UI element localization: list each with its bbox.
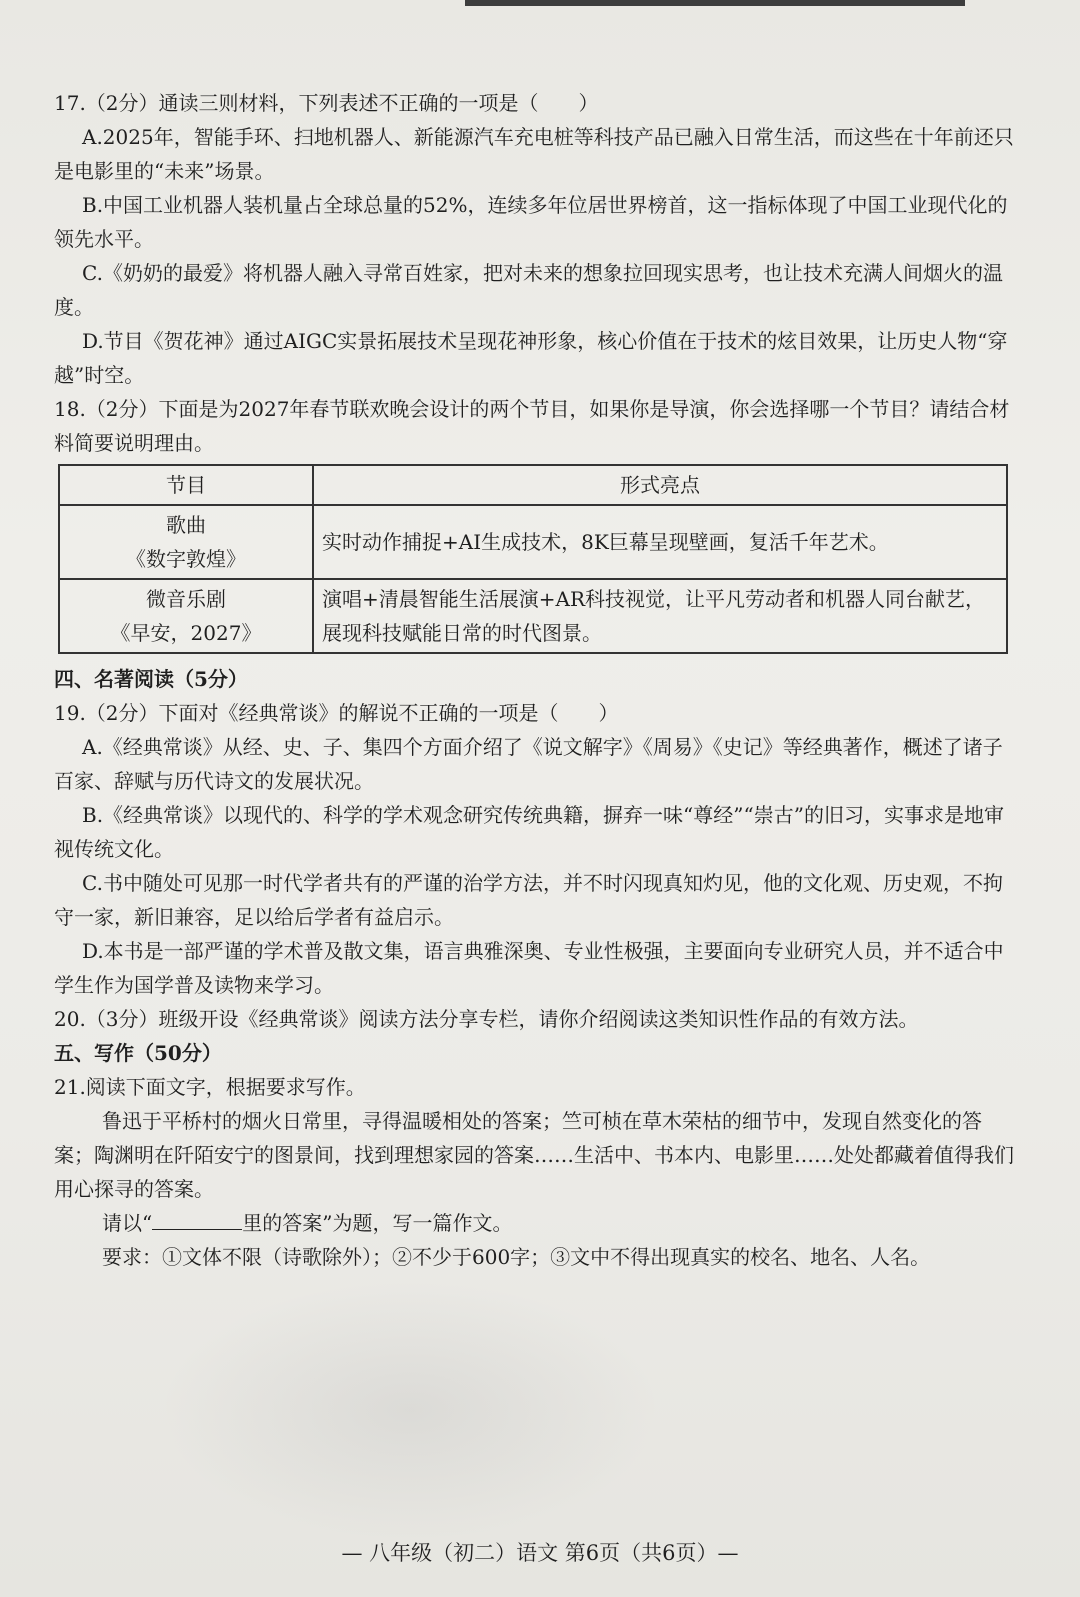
- q19-option-a: A.《经典常谈》从经、史、子、集四个方面介绍了《说文解字》《周易》《史记》等经典著作，概述了诸子百家、辞赋与历代诗文的发展状况。: [54, 735, 1003, 793]
- q21-stem: 21.阅读下面文字，根据要求写作。: [54, 1075, 366, 1099]
- section-5-title: 五、写作（50分）: [54, 1041, 222, 1065]
- photo-edge-strip: [465, 0, 965, 6]
- program-name-cell: [59, 579, 313, 653]
- program-description: 实时动作捕捉+AI生成技术，8K巨幕呈现壁画，复活千年艺术。: [313, 505, 1007, 579]
- q19-stem: 19.（2分）下面对《经典常谈》的解说不正确的一项是（ ）: [54, 701, 619, 725]
- program-title: 《早安，2027》: [110, 621, 262, 645]
- program-title: 《数字敦煌》: [126, 547, 246, 571]
- q17-option-a: A.2025年，智能手环、扫地机器人、新能源汽车充电桩等科技产品已融入日常生活，而这些在十年前还只是电影里的“未来”场景。: [54, 125, 1014, 183]
- q21-passage: 鲁迅于平桥村的烟火日常里，寻得温暖相处的答案；竺可桢在草木荣枯的细节中，发现自然变化的答案；陶渊明在阡陌安宁的图景间，找到理想家园的答案……生活中、书本内、电影里……处处都藏着值得我们用心探寻的答案。: [54, 1109, 1014, 1201]
- program-description: 演唱+清晨智能生活展演+AR科技视觉，让平凡劳动者和机器人同台献艺，展现科技赋能日常的时代图景。: [313, 579, 1007, 653]
- table-header-program: 节目: [59, 465, 313, 505]
- exam-page-content: [54, 86, 1014, 1274]
- q19-option-c: C.书中随处可见那一时代学者共有的严谨的治学方法，并不时闪现真知灼见，他的文化观、历史观，不拘守一家，新旧兼容，足以给后学者有益启示。: [54, 871, 1003, 929]
- program-table: [58, 464, 1008, 654]
- program-type: 歌曲: [166, 513, 206, 537]
- q21-prompt-end: 里的答案”为题，写一篇作文。: [242, 1211, 513, 1235]
- program-name-cell: [59, 505, 313, 579]
- q17-option-d: D.节目《贺花神》通过AIGC实景拓展技术呈现花神形象，核心价值在于技术的炫目效果，让历史人物“穿越”时空。: [54, 329, 1008, 387]
- section-4-title: 四、名著阅读（5分）: [54, 667, 248, 691]
- q20-stem: 20.（3分）班级开设《经典常谈》阅读方法分享专栏，请你介绍阅读这类知识性作品的有效方法。: [54, 1007, 919, 1031]
- q21-requirements: 要求：①文体不限（诗歌除外）；②不少于600字；③文中不得出现真实的校名、地名、人名。: [102, 1245, 931, 1269]
- q21-prompt-start: 请以“: [102, 1211, 153, 1235]
- table-header-highlights: 形式亮点: [313, 465, 1007, 505]
- q17-option-c: C.《奶奶的最爱》将机器人融入寻常百姓家，把对未来的想象拉回现实思考，也让技术充满人间烟火的温度。: [54, 261, 1003, 319]
- q17-stem: 17.（2分）通读三则材料，下列表述不正确的一项是（ ）: [54, 91, 599, 115]
- q21-prompt: [54, 1206, 1014, 1240]
- program-type: 微音乐剧: [146, 587, 226, 611]
- table-row: [59, 579, 1007, 653]
- q19-option-d: D.本书是一部严谨的学术普及散文集，语言典雅深奥、专业性极强，主要面向专业研究人员，并不适合中学生作为国学普及读物来学习。: [54, 939, 1004, 997]
- photo-shadow: [160, 1280, 660, 1540]
- q18-stem: 18.（2分）下面是为2027年春节联欢晚会设计的两个节目，如果你是导演，你会选择哪一个节目？请结合材料简要说明理由。: [54, 397, 1010, 455]
- q19-option-b: B.《经典常谈》以现代的、科学的学术观念研究传统典籍，摒弃一味“尊经”“崇古”的旧习，实事求是地审视传统文化。: [54, 803, 1004, 861]
- table-row: [59, 505, 1007, 579]
- q17-option-b: B.中国工业机器人装机量占全球总量的52%，连续多年位居世界榜首，这一指标体现了中国工业现代化的领先水平。: [54, 193, 1008, 251]
- table-header-row: [59, 465, 1007, 505]
- page-footer: — 八年级（初二）语文 第6页（共6页）—: [341, 1541, 739, 1565]
- title-blank: [152, 1209, 242, 1230]
